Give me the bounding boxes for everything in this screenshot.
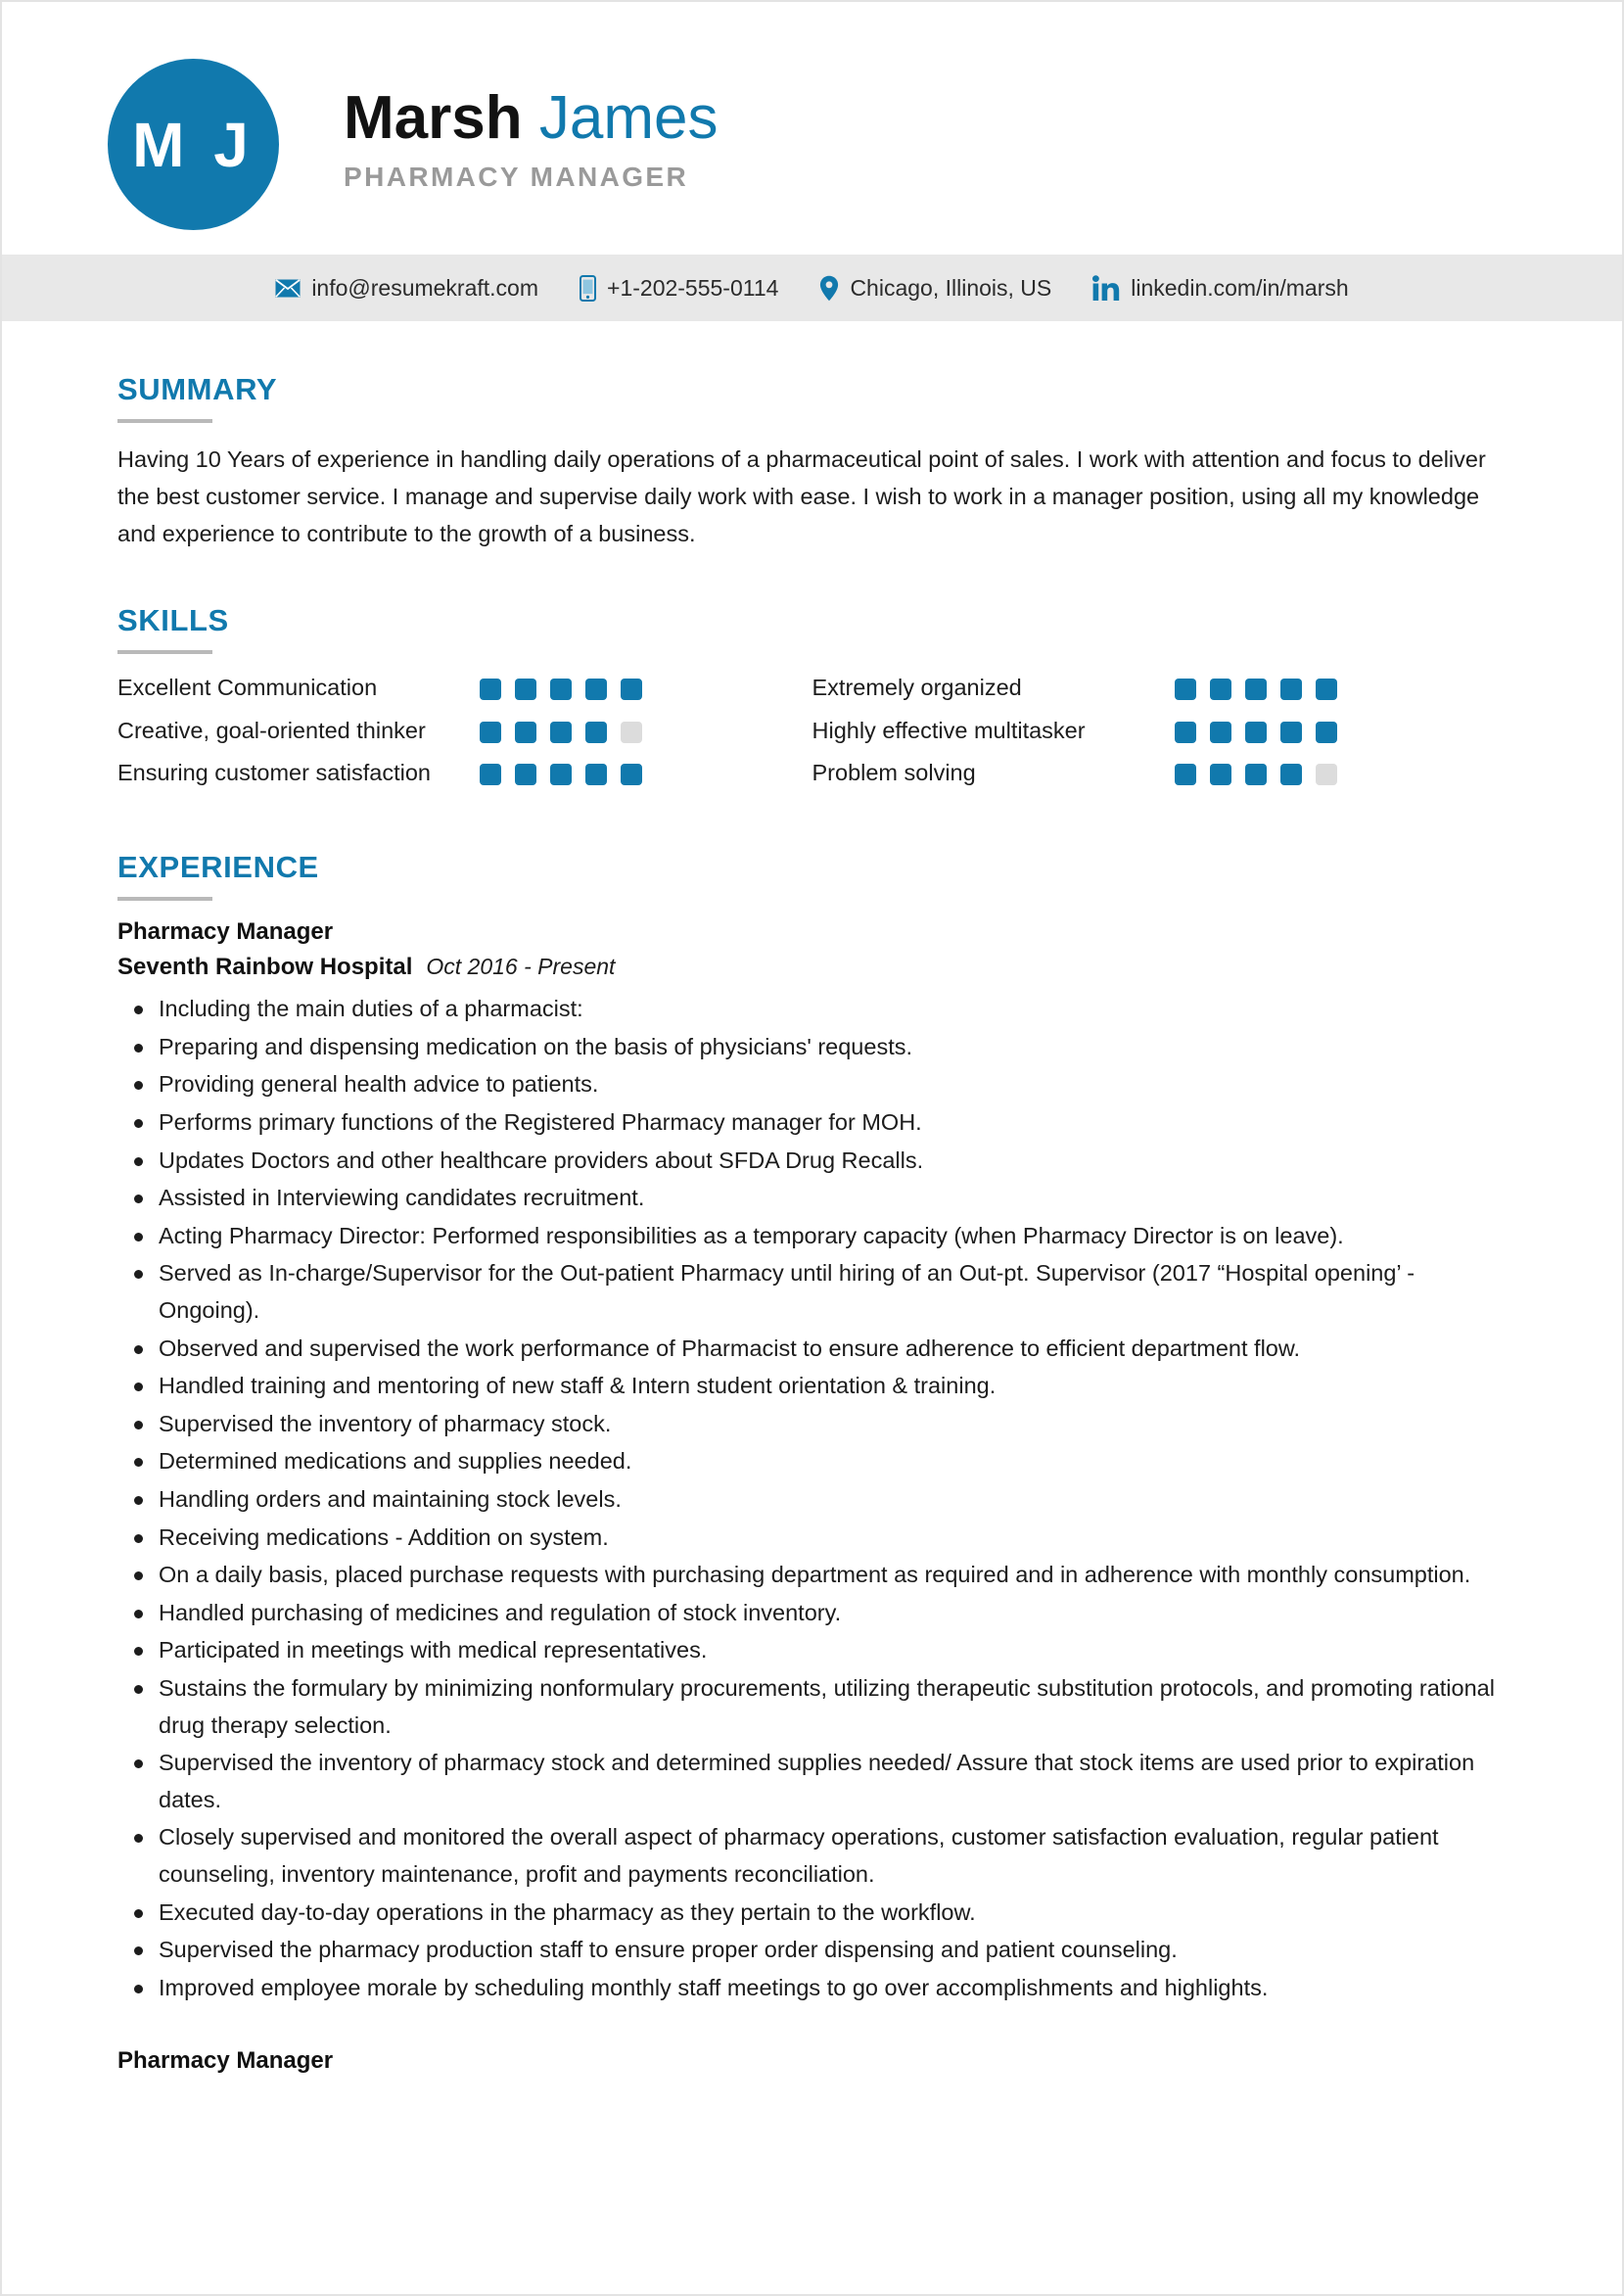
skills-column-right — [812, 672, 1508, 799]
skill-dot-filled — [1175, 722, 1196, 743]
contact-email-text: info@resumekraft.com — [311, 274, 539, 301]
envelope-icon — [275, 279, 301, 298]
job-meta — [117, 954, 1507, 981]
map-pin-icon — [819, 275, 839, 302]
job-bullet: Performs primary functions of the Registered Pharmacy manager for MOH. — [117, 1104, 1507, 1142]
skill-name: Highly effective multitasker — [812, 717, 1086, 743]
job-bullet: Observed and supervised the work performance of Pharmacist to ensure adherence to efficient department flow. — [117, 1331, 1507, 1368]
skill-row — [812, 672, 1508, 704]
job-bullet: Supervised the pharmacy production staff to ensure proper order dispensing and patient counseling. — [117, 1932, 1507, 1969]
contact-location-text: Chicago, Illinois, US — [850, 274, 1052, 301]
skill-row — [117, 672, 812, 704]
skill-name: Extremely organized — [812, 675, 1022, 701]
job-dates: Oct 2016 - Present — [426, 954, 616, 980]
skill-name: Excellent Communication — [117, 675, 378, 701]
summary-divider — [117, 419, 212, 423]
resume-header — [2, 2, 1622, 255]
skill-dot-filled — [480, 764, 501, 785]
skill-dot-filled — [1175, 764, 1196, 785]
job-bullet: Providing general health advice to patients. — [117, 1066, 1507, 1103]
skill-rating — [1175, 679, 1337, 700]
skills-column-left — [117, 672, 812, 799]
summary-section — [117, 372, 1507, 552]
skill-name: Creative, goal-oriented thinker — [117, 717, 426, 743]
job-bullet: Supervised the inventory of pharmacy stock and determined supplies needed/ Assure that stock items are used prior to expiration dates. — [117, 1745, 1507, 1818]
skill-dot-filled — [550, 764, 572, 785]
next-job-role: Pharmacy Manager — [117, 2047, 334, 2075]
mobile-phone-icon — [580, 275, 596, 302]
skill-dot-filled — [585, 679, 607, 700]
avatar — [108, 59, 279, 230]
job-entry — [117, 918, 1507, 2006]
job-bullet: Sustains the formulary by minimizing nonformulary procurements, utilizing therapeutic substitution protocols, and promoting rational drug therapy selection. — [117, 1670, 1507, 1744]
skill-dot-filled — [585, 764, 607, 785]
contact-location[interactable] — [819, 275, 1051, 302]
job-bullet: Closely supervised and monitored the overall aspect of pharmacy operations, customer satisfaction evaluation, regular patient counseling, inventory maintenance, profit and payments reconciliation. — [117, 1819, 1507, 1893]
skill-dot-filled — [550, 679, 572, 700]
skill-rating — [480, 679, 642, 700]
skills-divider — [117, 650, 212, 654]
job-role: Pharmacy Manager — [117, 918, 334, 946]
first-name: Marsh — [344, 84, 523, 152]
skill-dot-filled — [1280, 722, 1302, 743]
skill-rating — [480, 764, 642, 785]
skill-dot-empty — [1316, 764, 1337, 785]
header-job-title: PHARMACY MANAGER — [344, 162, 689, 193]
page-title — [344, 86, 718, 150]
skill-dot-filled — [1210, 722, 1231, 743]
job-bullet: Acting Pharmacy Director: Performed responsibilities as a temporary capacity (when Pharmacy Director is on leave). — [117, 1218, 1507, 1255]
skill-dot-filled — [585, 722, 607, 743]
job-company: Seventh Rainbow Hospital — [117, 954, 413, 981]
name-block — [344, 86, 718, 193]
skill-dot-filled — [1245, 722, 1267, 743]
skill-dot-filled — [1210, 679, 1231, 700]
skill-rating — [1175, 722, 1337, 743]
contact-phone-text: +1-202-555-0114 — [607, 274, 779, 301]
contact-bar — [2, 255, 1622, 321]
experience-heading: EXPERIENCE — [117, 850, 319, 885]
contact-linkedin[interactable] — [1092, 275, 1348, 302]
skill-row — [812, 757, 1508, 789]
job-bullet: Handled training and mentoring of new staff & Intern student orientation & training. — [117, 1368, 1507, 1405]
skill-dot-filled — [1316, 679, 1337, 700]
avatar-initials: M J — [132, 109, 255, 180]
skill-row — [117, 715, 812, 747]
job-bullet: Handled purchasing of medicines and regulation of stock inventory. — [117, 1595, 1507, 1632]
contact-email[interactable] — [275, 275, 538, 302]
linkedin-icon — [1092, 275, 1120, 302]
job-bullet: Supervised the inventory of pharmacy stock. — [117, 1406, 1507, 1443]
skills-section — [117, 603, 1507, 799]
skill-dot-filled — [515, 764, 536, 785]
skill-dot-filled — [1245, 764, 1267, 785]
skill-row — [812, 715, 1508, 747]
job-bullet: Served as In-charge/Supervisor for the Out-patient Pharmacy until hiring of an Out-pt. Supervisor (2017 “Hospital opening’ - Ongoing). — [117, 1255, 1507, 1329]
skill-dot-filled — [515, 679, 536, 700]
skill-dot-filled — [1280, 764, 1302, 785]
skill-dot-filled — [480, 722, 501, 743]
contact-phone[interactable] — [580, 275, 778, 302]
job-bullet: Preparing and dispensing medication on the basis of physicians' requests. — [117, 1029, 1507, 1066]
skill-dot-filled — [621, 764, 642, 785]
job-bullet: Executed day-to-day operations in the pharmacy as they pertain to the workflow. — [117, 1895, 1507, 1932]
jobs-container — [117, 918, 1507, 2006]
job-bullet: Participated in meetings with medical representatives. — [117, 1632, 1507, 1669]
skill-dot-filled — [1245, 679, 1267, 700]
skill-rating — [480, 722, 642, 743]
summary-text: Having 10 Years of experience in handling daily operations of a pharmaceutical point of sales. I work with attention and focus to deliver the best customer service. I manage and supervise daily work with ease. I wish to work in a manager position, using all my knowledge and experience to contribute to the growth of a business. — [117, 446, 1486, 547]
skill-row — [117, 757, 812, 789]
skill-name: Problem solving — [812, 759, 976, 785]
skill-dot-filled — [1316, 722, 1337, 743]
skill-rating — [1175, 764, 1337, 785]
skill-dot-empty — [621, 722, 642, 743]
job-bullet: Determined medications and supplies needed. — [117, 1443, 1507, 1480]
skill-name: Ensuring customer satisfaction — [117, 759, 432, 785]
job-bullet-list — [117, 991, 1507, 2006]
summary-heading: SUMMARY — [117, 372, 278, 406]
contact-linkedin-text: linkedin.com/in/marsh — [1131, 274, 1349, 301]
skill-dot-filled — [1280, 679, 1302, 700]
skill-dot-filled — [1210, 764, 1231, 785]
skill-dot-filled — [1175, 679, 1196, 700]
job-bullet: Handling orders and maintaining stock levels. — [117, 1481, 1507, 1519]
skill-dot-filled — [550, 722, 572, 743]
job-bullet: Receiving medications - Addition on system. — [117, 1520, 1507, 1557]
job-bullet: Improved employee morale by scheduling monthly staff meetings to go over accomplishments and highlights. — [117, 1970, 1507, 2007]
last-name: James — [538, 84, 719, 152]
skill-dot-filled — [515, 722, 536, 743]
job-bullet: Assisted in Interviewing candidates recruitment. — [117, 1180, 1507, 1217]
experience-divider — [117, 897, 212, 901]
experience-section — [117, 850, 1507, 2075]
skill-dot-filled — [621, 679, 642, 700]
skill-dot-filled — [480, 679, 501, 700]
job-bullet: Updates Doctors and other healthcare providers about SFDA Drug Recalls. — [117, 1143, 1507, 1180]
job-bullet: Including the main duties of a pharmacist: — [117, 991, 1507, 1028]
skills-heading: SKILLS — [117, 603, 229, 638]
job-bullet: On a daily basis, placed purchase requests with purchasing department as required and in adherence with monthly consumption. — [117, 1557, 1507, 1594]
